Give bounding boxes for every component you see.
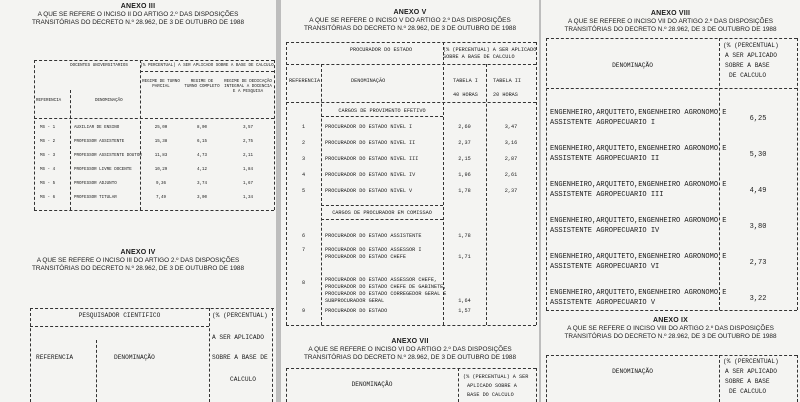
table-cell-value: 2,75 [242,140,254,144]
page-column-3 [541,0,800,402]
annex-title: ANEXO IX [652,317,689,324]
col-header: (% (PERCENTUAL) A SER [463,374,529,380]
annex-subtitle: TRANSITÓRIAS DO DECRETO N.º 28.962, DE 3 DE OUTUBRO DE 1988 [31,19,245,26]
annex-subtitle: TRANSITÓRIAS DO DECRETO N.º 28.962, DE 3 DE OUTUBRO DE 1988 [303,354,517,361]
table-cell-value: 1,78 [458,233,471,239]
col-header: DENOMINAÇÃO [95,99,123,103]
table-cell-denomination: PROFESSOR LIVRE DOCENTE [74,168,132,172]
page-column-1 [0,0,276,402]
table-cell-value: 1,67 [242,182,254,186]
col-header: SOBRE A BASE DE [212,354,268,361]
col-header: TABELA II [493,78,522,84]
table-cell-value: 3,00 [196,196,208,200]
table-cell-value: 6,15 [196,140,208,144]
col-header: DE CALCULO [729,72,767,79]
col-header: DENOMINAÇÃO [351,78,386,84]
table-cell-ref: MS - 6 [40,196,56,200]
col-header: A SER APLICADO [725,52,777,59]
table-cell-value: 3,74 [196,182,208,186]
table-cell-value: 2,73 [749,259,767,267]
col-header: REGIME DE DEDICAÇÃO INTEGRAL A DOCENCIA E A PESQUISA [224,80,272,94]
table-cell-denomination: SUBPROCURADOR GERAL [325,298,385,304]
col-header: REGIME DE TURNO PARCIAL [142,80,180,89]
annex-title: ANEXO V [393,9,427,16]
table-cell-denomination: PROCURADOR DO ESTADO NIVEL IV [325,172,416,178]
table-cell-value: 4,12 [196,168,208,172]
table-cell-value: 11,83 [154,154,168,158]
table-cell-value: 9,36 [155,182,167,186]
annex-subtitle: A QUE SE REFERE O INCISO II DO ARTIGO 2.º DAS DISPOSIÇÕES [37,11,239,18]
section-label: CARGOS DE PROCURADOR EM COMISSAO [332,210,432,216]
table-cell-value: 8,00 [196,126,208,130]
table-cell-value: 7,49 [155,196,167,200]
col-header: DENOMINAÇÃO [612,62,653,69]
annex-subtitle: A QUE SE REFERE O INCISO III DO ARTIGO 2.º DAS DISPOSIÇÕES [36,257,240,264]
col-header: REGIME DE TURNO COMPLETO [184,80,220,89]
annex-subtitle: A QUE SE REFERE O INCISO VI DO ARTIGO 2.º DAS DISPOSIÇÕES [308,346,512,353]
table-cell-denomination: ASSISTENTE AGROPECUARIO IV [550,227,660,235]
table-cell-denomination: PROCURADOR DO ESTADO NIVEL I [325,124,413,130]
table-cell-value: 6,25 [749,115,767,123]
col-header: SOBRE A BASE [725,378,770,385]
table-cell-ref: 2 [301,140,306,146]
table-cell-value: 4,73 [196,154,208,158]
table-cell-value: 2,37 [458,140,471,146]
table-cell-denomination: AUXILIAR DE ENSINO [74,126,120,130]
table-cell-denomination: PROCURADOR DO ESTADO CORREGEDOR GERAL E [325,291,447,297]
table-cell-value: 15,38 [154,140,168,144]
table-cell-value: 2,11 [242,154,254,158]
col-header: REFERENCIA [289,78,321,84]
col-header: A SER APLICADO [212,334,264,341]
table-cell-ref: 3 [301,156,306,162]
table-cell-ref: MS - 3 [40,154,56,158]
table-cell-value: 1,71 [458,254,471,260]
annex-subtitle: TRANSITÓRIAS DO DECRETO N.º 28.962, DE 3 DE OUTUBRO DE 1988 [564,333,777,340]
col-header: (% (PERCENTUAL) [723,358,779,365]
table-cell-value: 5,30 [749,151,767,159]
table-cell-value: 3,80 [749,223,767,231]
table-cell-value: 3,57 [242,126,254,130]
table-cell-denomination: ASSISTENTE AGROPECUARIO III [550,191,664,199]
annex-subtitle: TRANSITÓRIAS DO DECRETO N.º 28.962, DE 3 DE OUTUBRO DE 1988 [31,265,245,272]
table-cell-denomination: ASSISTENTE AGROPECUARIO VI [550,263,660,271]
col-header: 20 HORAS [493,92,518,98]
table-cell-denomination: PROCURADOR DO ESTADO CHEFE DE GABINETE, [325,284,447,290]
table-cell-value: 2,15 [458,156,471,162]
table-cell-denomination: PROCURADOR DO ESTADO NIVEL V [325,188,413,194]
table-cell-denomination: ASSISTENTE AGROPECUARIO I [550,119,656,127]
table-cell-denomination: PROFESSOR ASSISTENTE DOUTOR [74,154,142,158]
table-cell-value: 1,96 [458,172,471,178]
table-cell-denomination: ENGENHEIRO,ARQUITETO,ENGENHEIRO AGRONOMO E [550,109,727,117]
table-cell-denomination: PROCURADOR DO ESTADO CHEFE [325,254,406,260]
annex-subtitle: TRANSITÓRIAS DO DECRETO N.º 28.962, DE 3 DE OUTUBRO DE 1988 [303,25,517,32]
col-header: A SER APLICADO [725,368,777,375]
table-cell-denomination: PROCURADOR DO ESTADO NIVEL III [325,156,419,162]
table-cell-denomination: ENGENHEIRO,ARQUITETO,ENGENHEIRO AGRONOMO E [550,217,727,225]
col-header: 40 HORAS [453,92,478,98]
col-header: REFERENCIA [36,99,62,103]
table-cell-ref: 7 [301,247,306,253]
annex-title: ANEXO VIII [650,10,691,17]
col-header: SOBRE A BASE DE CALCULO [443,54,515,60]
col-header: PROCURADOR DO ESTADO [349,47,413,53]
table-cell-ref: MS - 2 [40,140,56,144]
col-header: (% (PERCENTUAL) A SER APLICADO [443,47,537,53]
table-cell-denomination: ENGENHEIRO,ARQUITETO,ENGENHEIRO AGRONOMO E [550,289,727,297]
table-cell-denomination: ASSISTENTE AGROPECUARIO II [550,155,660,163]
col-header: SOBRE A BASE [725,62,770,69]
section-label: CARGOS DE PROVIMENTO EFETIVO [338,108,426,114]
col-header: DOCENTES UNIVERSITARIOS [70,64,128,68]
col-header: DENOMINAÇÃO [114,354,155,361]
table-cell-ref: MS - 5 [40,182,56,186]
table-cell-value: 4,49 [749,187,767,195]
annex-title: ANEXO III [120,3,156,10]
col-header: REFERENCIA [36,354,74,361]
table-cell-denomination: PROCURADOR DO ESTADO ASSESSOR CHEFE, [325,277,438,283]
table-cell-denomination: PROFESSOR TITULAR [74,196,117,200]
table-cell-value: 1,78 [458,188,471,194]
page-column-2 [281,0,539,402]
annex-subtitle: A QUE SE REFERE O INCISO VIII DO ARTIGO 2.º DAS DISPOSIÇÕES [567,325,774,332]
table-cell-ref: 5 [301,188,306,194]
annex-title: ANEXO VII [391,338,429,345]
annex-title: ANEXO IV [120,249,156,256]
table-cell-value: 1,64 [458,298,471,304]
col-header: BASE DO CALCULO [467,392,514,398]
col-header: APLICADO SOBRE A [467,383,517,389]
table-cell-value: 1,84 [242,168,254,172]
col-header: (% (PERCENTUAL) [212,312,268,319]
table-cell-ref: 6 [301,233,306,239]
table-cell-denomination: PROCURADOR DO ESTADO ASSESSOR I [325,247,422,253]
table-cell-value: 1,34 [242,196,254,200]
table-cell-value: 3,22 [749,295,767,303]
table-cell-ref: 4 [301,172,306,178]
col-header: DENOMINAÇÃO [351,381,393,388]
table-cell-ref: 8 [301,280,306,286]
table-cell-value: 3,16 [504,140,518,146]
col-header: DE CALCULO [729,388,767,395]
table-cell-ref: 9 [301,308,306,314]
col-header: (% PERCENTUAL) A SER APLICADO SOBRE A BASE DE CALCULO [140,64,274,68]
col-header: TABELA I [453,78,478,84]
table-cell-denomination: PROCURADOR DO ESTADO ASSISTENTE [325,233,422,239]
table-cell-denomination: PROFESSOR ASSISTENTE [74,140,125,144]
annex-subtitle: TRANSITÓRIAS DO DECRETO N.º 28.962, DE 3 DE OUTUBRO DE 1988 [564,26,777,33]
col-header: CALCULO [230,376,256,383]
annex-subtitle: A QUE SE REFERE O INCISO VII DO ARTIGO 2.º DAS DISPOSIÇÕES [568,18,773,25]
table-cell-value: 10,29 [154,168,168,172]
col-header: DENOMINAÇÃO [612,368,653,375]
table-cell-denomination: ENGENHEIRO,ARQUITETO,ENGENHEIRO AGRONOMO E [550,145,727,153]
table-cell-denomination: ENGENHEIRO,ARQUITETO,ENGENHEIRO AGRONOMO E [550,181,727,189]
table-cell-value: 25,00 [154,126,168,130]
table-cell-denomination: PROCURADOR DO ESTADO NIVEL II [325,140,416,146]
annex-subtitle: A QUE SE REFERE O INCISO V DO ARTIGO 2.º DAS DISPOSIÇÕES [309,17,511,24]
table-cell-denomination: ENGENHEIRO,ARQUITETO,ENGENHEIRO AGRONOMO E [550,253,727,261]
table-cell-denomination: PROFESSOR ADJUNTO [74,182,117,186]
col-header: (% (PERCENTUAL) [723,42,779,49]
table-cell-value: 3,47 [504,124,518,130]
table-cell-value: 2,87 [504,156,518,162]
col-header: PESQUISADOR CIENTIFICO [78,312,161,319]
table-cell-ref: 1 [301,124,306,130]
table-cell-denomination: ASSISTENTE AGROPECUARIO V [550,299,656,307]
table-cell-value: 1,57 [458,308,471,314]
table-cell-denomination: PROCURADOR DO ESTADO [325,308,388,314]
table-cell-ref: MS - 4 [40,168,56,172]
table-cell-value: 2,37 [504,188,518,194]
table-cell-value: 2,61 [504,172,518,178]
table-cell-value: 2,60 [458,124,471,130]
table-cell-ref: MS - 1 [40,126,56,130]
